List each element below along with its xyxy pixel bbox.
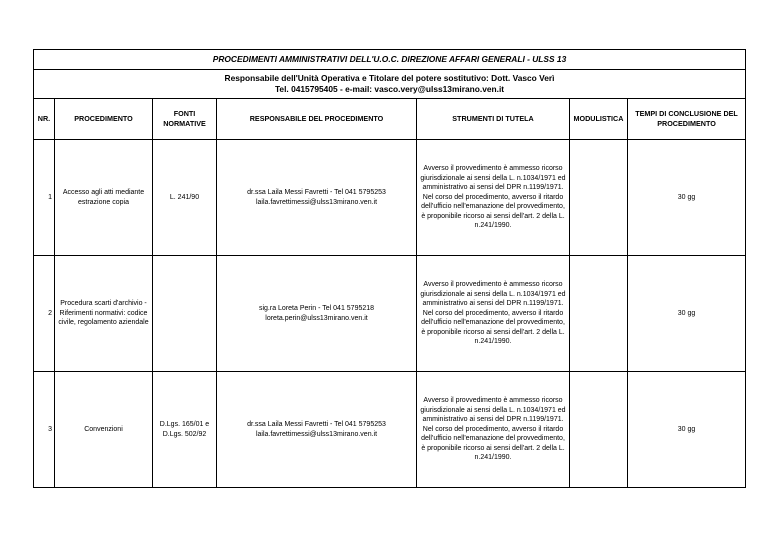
responsabile-email: laila.favrettimessi@ulss13mirano.ven.it xyxy=(255,198,378,206)
procedimenti-table xyxy=(33,49,746,488)
responsible-info xyxy=(34,70,746,99)
strumenti-ritardo: Nel corso del procedimento, avverso il ritardo dell'ufficio nell'emanazione del provvedimento, è proponibile ricorso ai sensi dell'art. 2 della L. n.241/1990. xyxy=(421,425,565,462)
header-procedimento: PROCEDIMENTO xyxy=(55,99,153,140)
responsible-line-2: Tel. 0415795405 - e-mail: vasco.very@ulss13mirano.ven.it xyxy=(274,84,505,94)
tempi-cell: 30 gg xyxy=(628,140,746,256)
responsabile-nome: dr.ssa Laila Messi Favretti - Tel 041 5795253 xyxy=(247,420,386,428)
responsible-line-1: Responsabile dell'Unità Operativa e Titolare del potere sostitutivo: Dott. Vasco Verì xyxy=(224,73,555,83)
header-row xyxy=(34,99,746,140)
procedimento-cell: Convenzioni xyxy=(55,372,153,488)
row-number: 2 xyxy=(34,256,55,372)
strumenti-cell xyxy=(417,372,570,488)
header-responsabile: RESPONSABILE DEL PROCEDIMENTO xyxy=(217,99,417,140)
strumenti-ricorso: Avverso il provvedimento è ammesso ricorso giurisdizionale ai sensi della L. n.1034/1971 ed amministrativo ai sensi del DPR n.1199/1971. xyxy=(420,396,566,424)
strumenti-cell xyxy=(417,256,570,372)
strumenti-ritardo: Nel corso del procedimento, avverso il ritardo dell'ufficio nell'emanazione del provvedimento, è proponibile ricorso ai sensi dell'art. 2 della L. n.241/1990. xyxy=(421,309,565,346)
strumenti-cell xyxy=(417,140,570,256)
responsabile-email: loreta.perin@ulss13mirano.ven.it xyxy=(265,314,368,322)
document-title: PROCEDIMENTI AMMINISTRATIVI DELL'U.O.C. DIREZIONE AFFARI GENERALI - ULSS 13 xyxy=(34,50,746,70)
responsabile-cell xyxy=(217,140,417,256)
responsabile-cell xyxy=(217,256,417,372)
table-row xyxy=(34,140,746,256)
responsabile-cell xyxy=(217,372,417,488)
procedimenti-sheet xyxy=(33,49,745,488)
header-modulistica: MODULISTICA xyxy=(570,99,628,140)
header-strumenti-tutela: STRUMENTI DI TUTELA xyxy=(417,99,570,140)
header-tempi-conclusione: TEMPI DI CONCLUSIONE DEL PROCEDIMENTO xyxy=(628,99,746,140)
modulistica-cell xyxy=(570,372,628,488)
tempi-cell: 30 gg xyxy=(628,372,746,488)
fonti-cell xyxy=(153,256,217,372)
row-number: 3 xyxy=(34,372,55,488)
responsabile-nome: dr.ssa Laila Messi Favretti - Tel 041 5795253 xyxy=(247,188,386,196)
strumenti-ricorso: Avverso il provvedimento è ammesso ricorso giurisdizionale ai sensi della L. n.1034/1971 ed amministrativo ai sensi del DPR n.1199/1971. xyxy=(420,164,566,192)
header-nr: NR. xyxy=(34,99,55,140)
table-row xyxy=(34,256,746,372)
procedimento-cell: Accesso agli atti mediante estrazione copia xyxy=(55,140,153,256)
modulistica-cell xyxy=(570,256,628,372)
strumenti-ritardo: Nel corso del procedimento, avverso il ritardo dell'ufficio nell'emanazione del provvedimento, è proponibile ricorso ai sensi dell'art. 2 della L. n.241/1990. xyxy=(421,193,565,230)
procedimento-cell: Procedura scarti d'archivio - Riferimenti normativi: codice civile, regolamento aziendale xyxy=(55,256,153,372)
fonti-cell: D.Lgs. 165/01 e D.Lgs. 502/92 xyxy=(153,372,217,488)
header-fonti-normative: FONTI NORMATIVE xyxy=(153,99,217,140)
title-row xyxy=(34,50,746,70)
responsabile-nome: sig.ra Loreta Perin - Tel 041 5795218 xyxy=(258,304,375,312)
responsabile-email: laila.favrettimessi@ulss13mirano.ven.it xyxy=(255,430,378,438)
row-number: 1 xyxy=(34,140,55,256)
tempi-cell: 30 gg xyxy=(628,256,746,372)
fonti-cell: L. 241/90 xyxy=(153,140,217,256)
strumenti-ricorso: Avverso il provvedimento è ammesso ricorso giurisdizionale ai sensi della L. n.1034/1971 ed amministrativo ai sensi del DPR n.1199/1971. xyxy=(420,280,566,308)
modulistica-cell xyxy=(570,140,628,256)
responsible-row xyxy=(34,70,746,99)
table-row xyxy=(34,372,746,488)
